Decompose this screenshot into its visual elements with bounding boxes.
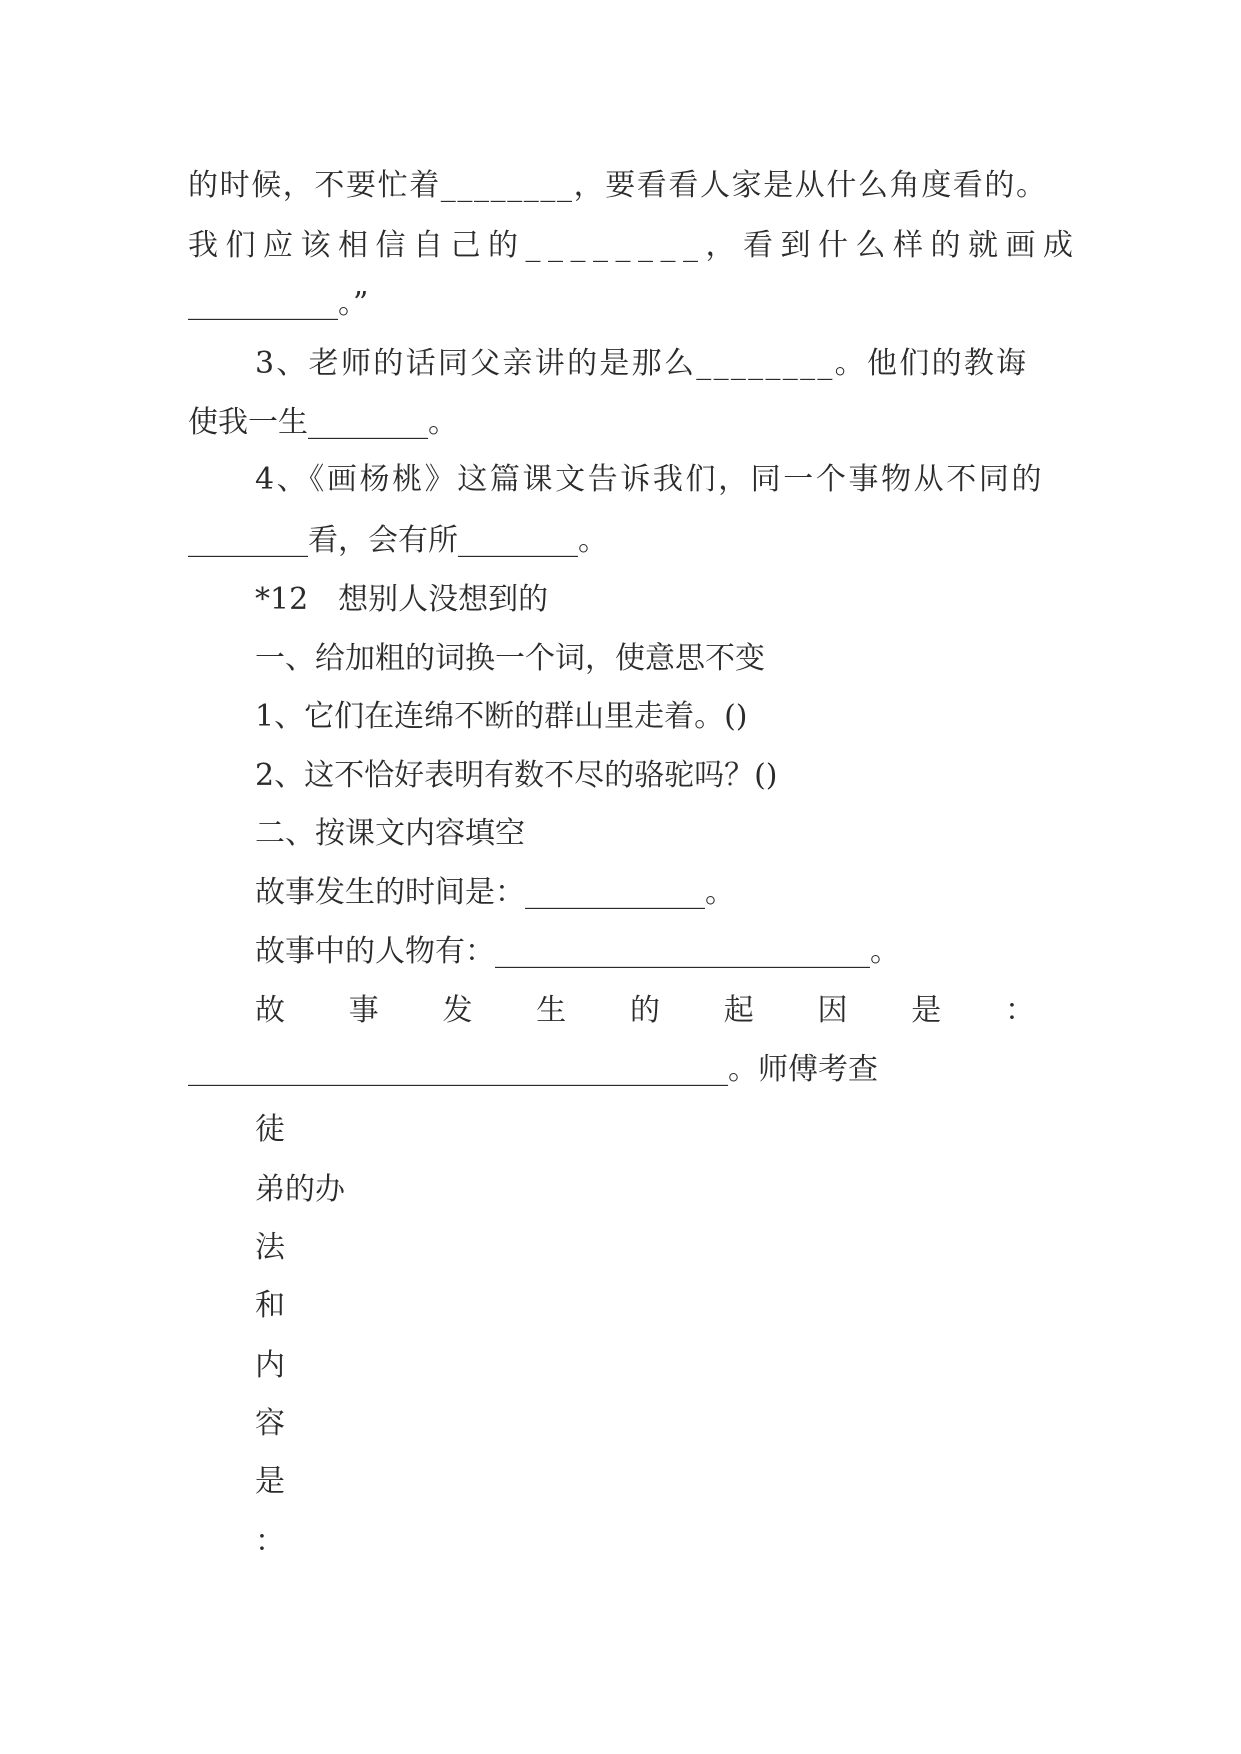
vertical-char: 法: [255, 1230, 285, 1265]
spread-char: 故: [255, 993, 285, 1028]
spread-char: 起: [723, 993, 754, 1028]
spread-char: 是: [911, 993, 942, 1028]
vertical-char: 内: [255, 1348, 285, 1383]
question-2: 2、这不恰好表明有数不尽的骆驼吗？(): [255, 758, 778, 793]
vertical-char: 弟的办: [255, 1172, 345, 1207]
section-heading: 二、按课文内容填空: [255, 816, 525, 851]
fill-in-cause: [255, 991, 1035, 1031]
spread-char: 发: [442, 993, 473, 1028]
question-4: 4、《画杨桃》这篇课文告诉我们，同一个事物从不同的: [255, 462, 1045, 497]
vertical-char: 容: [255, 1406, 285, 1441]
fill-in-characters: 故事中的人物有：_________________________。: [255, 934, 900, 969]
lesson-title: *12 想别人没想到的: [255, 582, 549, 617]
question-1: 1、它们在连绵不断的群山里走着。(): [255, 699, 748, 734]
vertical-char: 和: [255, 1288, 285, 1323]
vertical-char: 徒: [255, 1112, 285, 1147]
text-line: ________看，会有所________。: [188, 523, 608, 558]
text-line: 的时候，不要忙着________，要看看人家是从什么角度看的。: [188, 168, 1048, 203]
text-line: __________。”: [188, 286, 369, 321]
fill-in-time: 故事发生的时间是：____________。: [255, 875, 735, 910]
spread-char: 事: [348, 993, 379, 1028]
text-line: ____________________________________。师傅考查: [188, 1052, 878, 1087]
text-line: 我们应该相信自己的________，看到什么样的就画成: [188, 228, 1081, 263]
question-3: 3、老师的话同父亲讲的是那么________。他们的教诲: [255, 346, 1029, 381]
section-heading: 一、给加粗的词换一个词，使意思不变: [255, 641, 765, 676]
spread-char: 因: [817, 993, 848, 1028]
spread-char: ：: [1005, 993, 1035, 1028]
vertical-char: ：: [255, 1524, 285, 1559]
spread-char: 生: [536, 993, 567, 1028]
text-line: 使我一生________。: [188, 405, 458, 440]
spread-char: 的: [630, 993, 660, 1028]
vertical-char: 是: [255, 1464, 285, 1499]
